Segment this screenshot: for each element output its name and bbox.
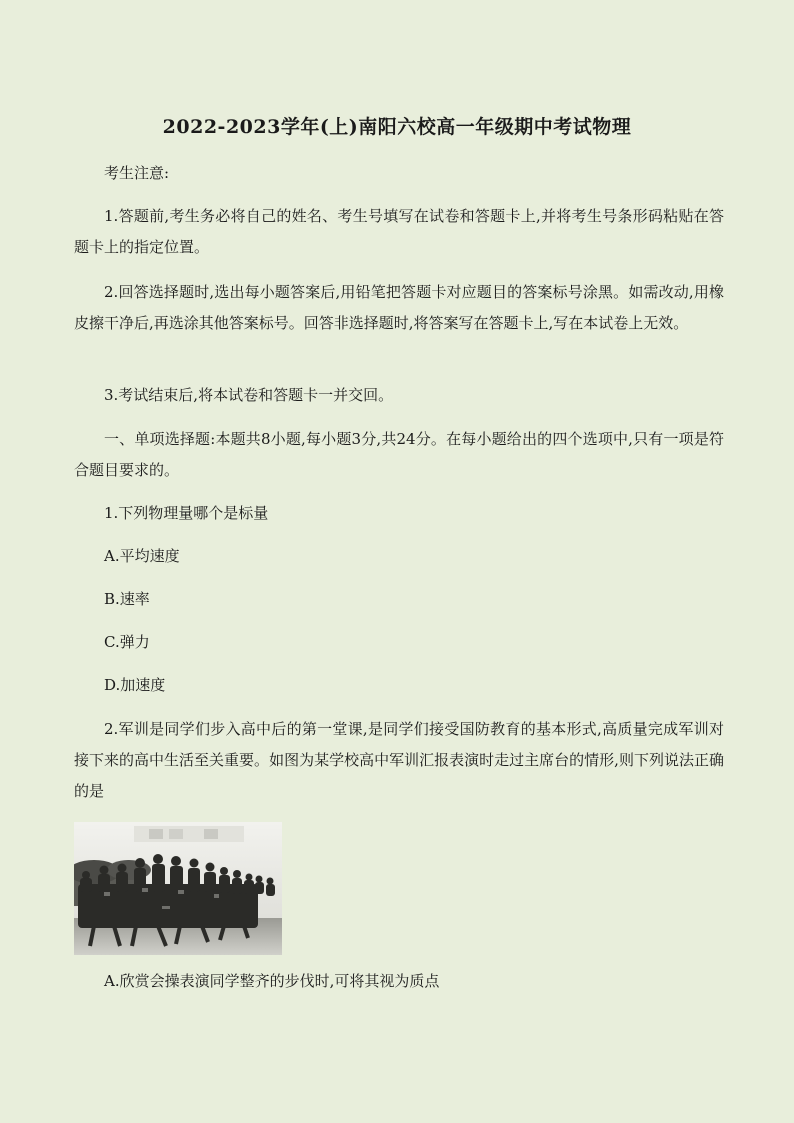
question-1-stem: 1.下列物理量哪个是标量 [104, 504, 269, 522]
question-2-stem: 2.军训是同学们步入高中后的第一堂课,是同学们接受国防教育的基本形式,高质量完成军训对接下来的高中生活至关重要。如图为某学校高中军训汇报表演时走过主席台的情形,则下列说法正确的是 [74, 720, 724, 800]
section-heading: 一、单项选择题:本题共8小题,每小题3分,共24分。在每小题给出的四个选项中,只有一项是符合题目要求的。 [74, 430, 724, 479]
question-1-option-c: C.弹力 [104, 633, 150, 651]
page-title: 2022-2023学年(上)南阳六校高一年级期中考试物理 [162, 116, 632, 138]
question-1-option-d: D.加速度 [104, 676, 166, 694]
question-2-option-a: A.欣赏会操表演同学整齐的步伐时,可将其视为质点 [104, 972, 440, 990]
notice-item-2: 2.回答选择题时,选出每小题答案后,用铅笔把答题卡对应题目的答案标号涂黑。如需改动,用橡皮擦干净后,再选涂其他答案标号。回答非选择题时,将答案写在答题卡上,写在本试卷上无效。 [74, 283, 724, 332]
notice-item-1: 1.答题前,考生务必将自己的姓名、考生号填写在试卷和答题卡上,并将考生号条形码粘贴在答题卡上的指定位置。 [74, 207, 724, 256]
marching-students-photo [74, 822, 282, 955]
question-1-option-b: B.速率 [104, 590, 150, 608]
notice-item-3: 3.考试结束后,将本试卷和答题卡一并交回。 [104, 386, 394, 404]
question-1-option-a: A.平均速度 [104, 547, 180, 565]
notice-heading: 考生注意: [104, 164, 170, 182]
